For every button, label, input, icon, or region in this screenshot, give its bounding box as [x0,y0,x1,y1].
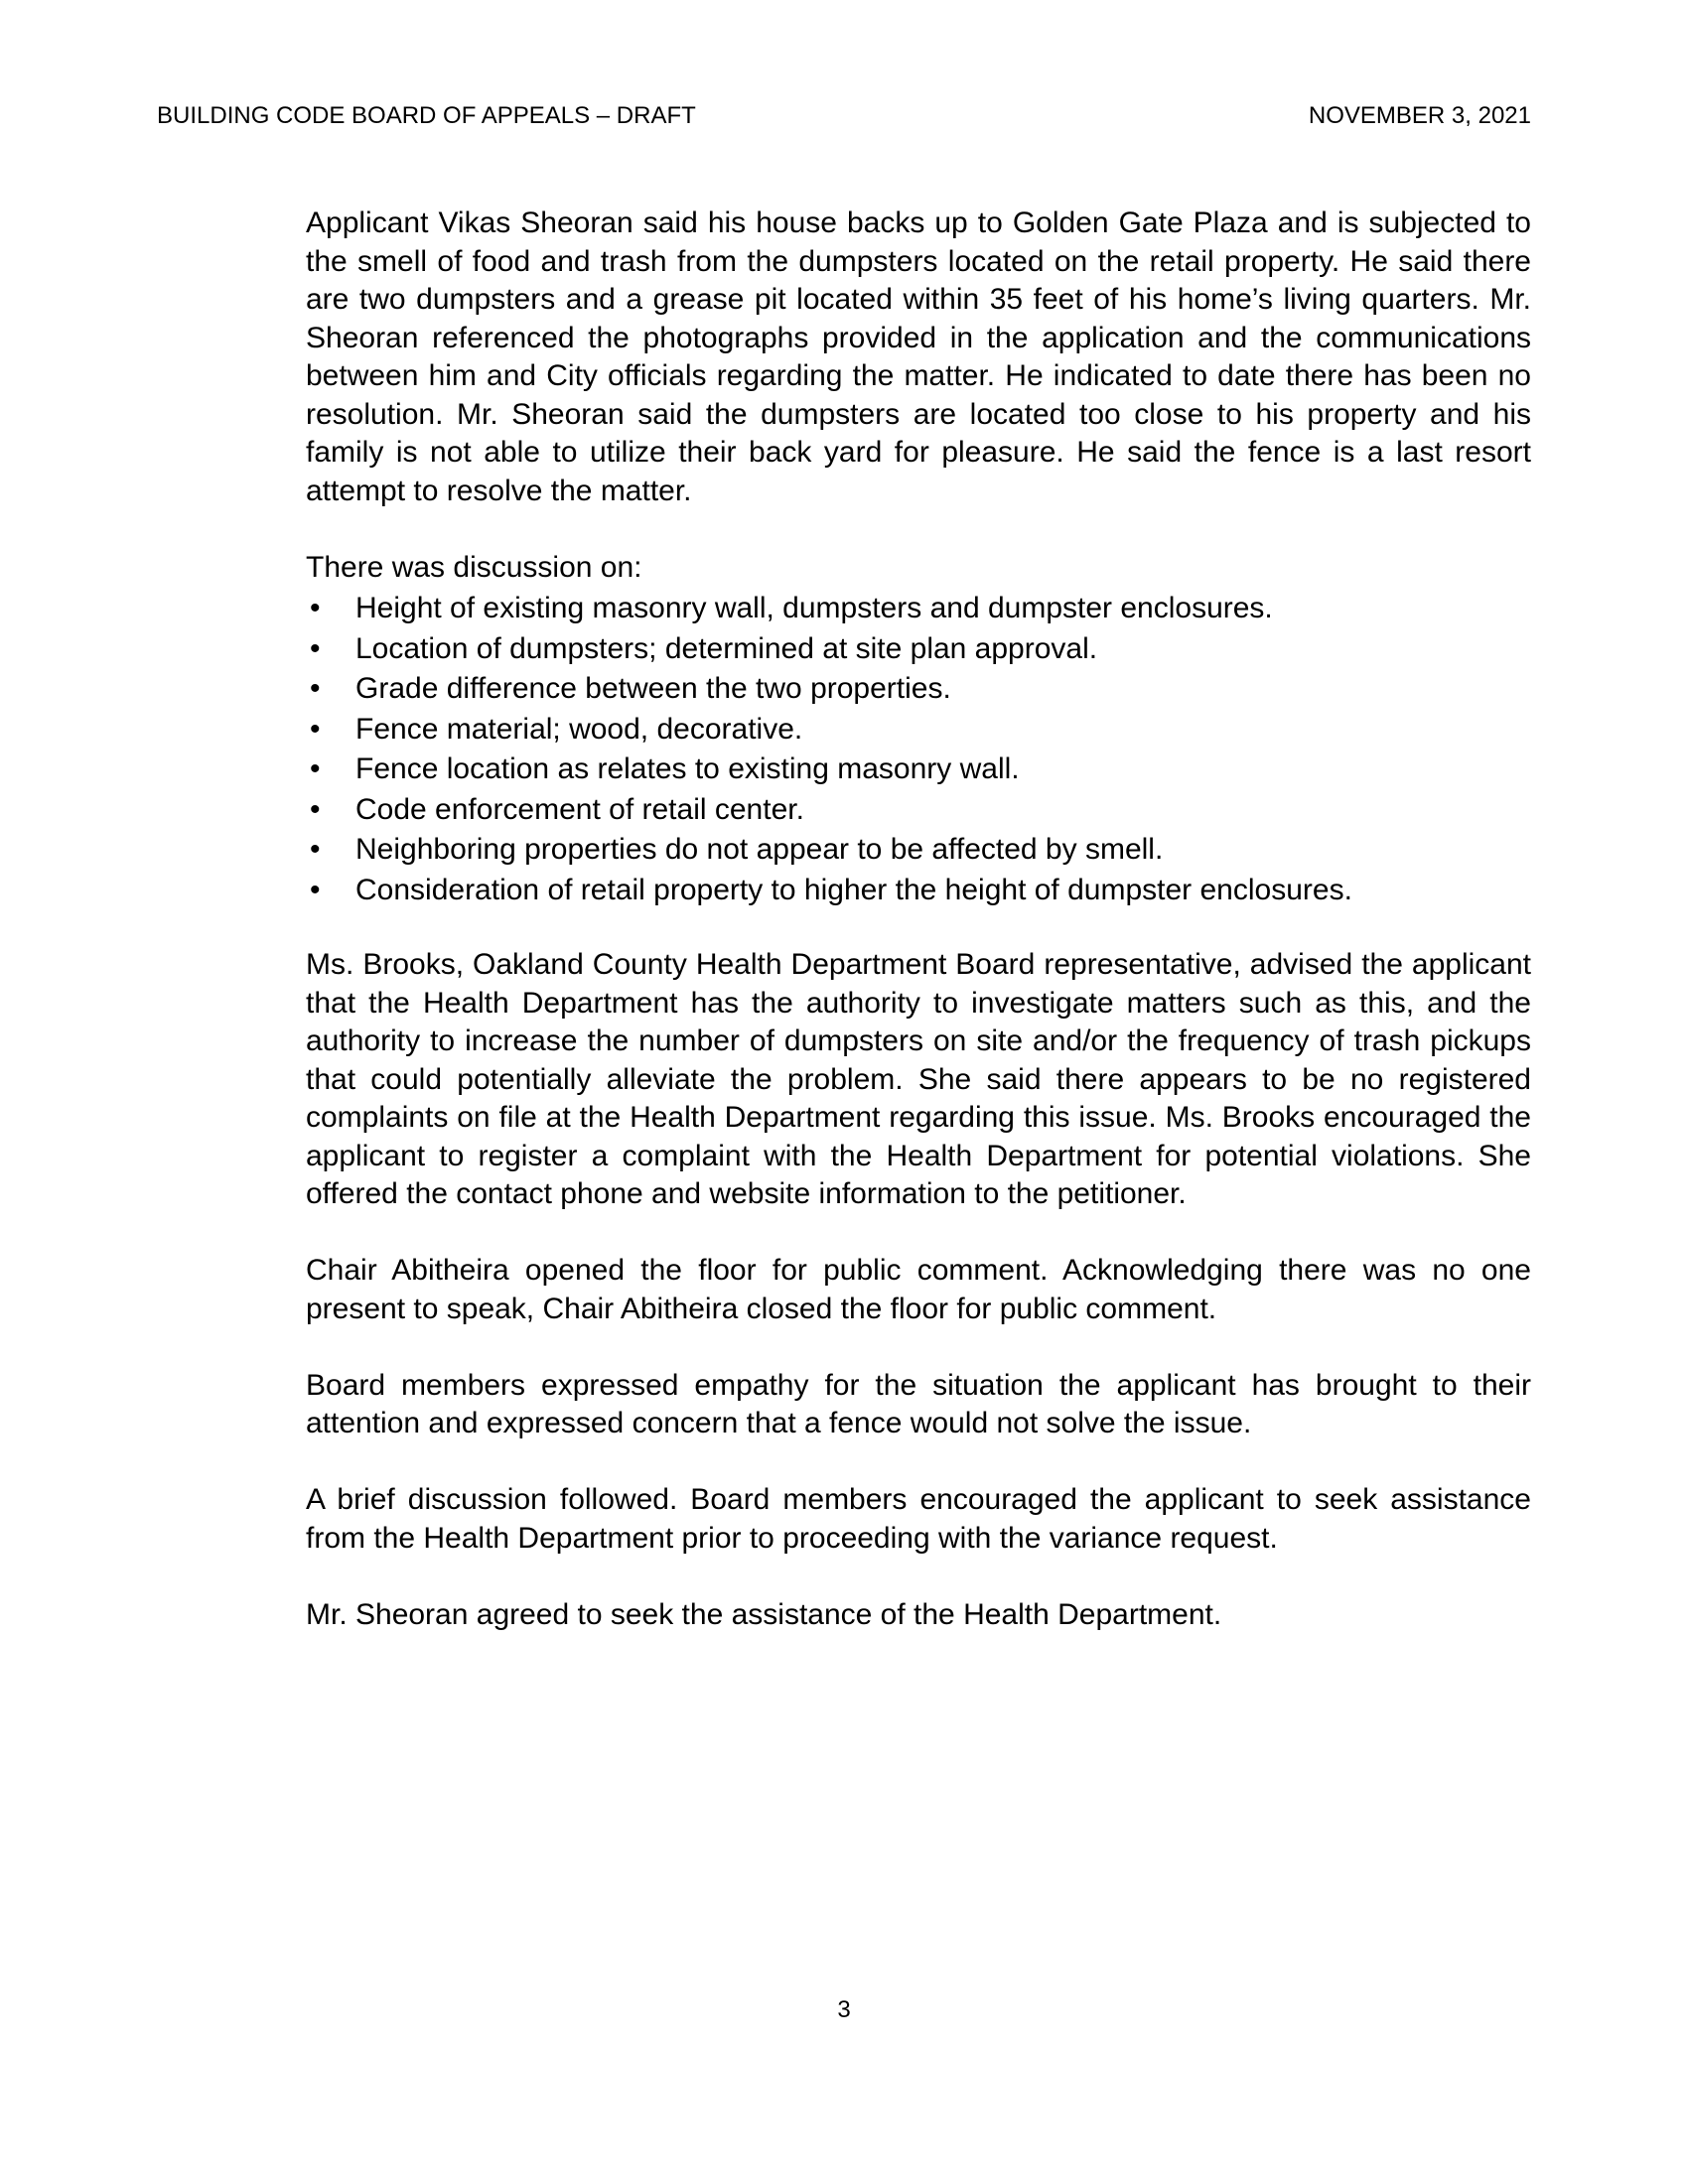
paragraph-health-department: Ms. Brooks, Oakland County Health Department Board representative, advised the applicant that the Health Department has the authority to investigate matters such as this, and the authority to increase the number of dumpsters on site and/or the frequency of trash pickups that could potentially alleviate the problem. She said there appears to be no registered complaints on file at the Health Department regarding this issue. Ms. Brooks encouraged the applicant to register a complaint with the Health Department for potential violations. She offered the contact phone and website information to the petitioner. [306,948,1531,1210]
paragraph-brief-discussion: A brief discussion followed. Board members encouraged the applicant to seek assistance from the Health Department prior to proceeding with the variance request. [306,1483,1531,1555]
paragraph-applicant-agreement: Mr. Sheoran agreed to seek the assistance of the Health Department. [306,1597,1222,1631]
discussion-intro: There was discussion on: [306,550,642,584]
list-item-text: Code enforcement of retail center. [355,792,804,826]
list-item-text: Fence location as relates to existing masonry wall. [355,752,1020,785]
paragraph-applicant-statement: Applicant Vikas Sheoran said his house backs up to Golden Gate Plaza and is subjected to the smell of food and trash from the dumpsters located on the retail property. He said there are two dumpsters and a grease pit located within 35 feet of his home’s living quarters. Mr. Sheoran referenced the photographs provided in the application and the communications between him and City officials regarding the matter. He indicated to date there has been no resolution. Mr. Sheoran said the dumpsters are located too close to his property and his family is not able to utilize their back yard for pleasure. He said the fence is a last resort attempt to resolve the matter. [306,206,1531,507]
bullet-icon: • [310,752,321,785]
list-item-text: Consideration of retail property to higher the height of dumpster enclosures. [355,873,1352,906]
paragraph-board-empathy: Board members expressed empathy for the situation the applicant has brought to their attention and expressed concern that a fence would not solve the issue. [306,1368,1531,1439]
paragraph-public-comment: Chair Abitheira opened the floor for public comment. Acknowledging there was no one present to speak, Chair Abitheira closed the floor for public comment. [306,1254,1531,1325]
header-title: BUILDING CODE BOARD OF APPEALS – DRAFT [157,102,696,129]
bullet-icon: • [310,631,321,665]
document-body [306,205,1531,1673]
list-item-text: Height of existing masonry wall, dumpsters and dumpster enclosures. [355,592,1273,624]
bullet-icon: • [310,792,321,826]
bullet-icon: • [310,873,321,906]
bullet-icon: • [310,672,321,705]
bullet-icon: • [310,712,321,746]
list-item [306,790,1531,831]
bullet-icon: • [310,592,321,624]
list-item [306,830,1531,871]
list-item-text: Fence material; wood, decorative. [355,712,803,746]
bullet-icon: • [310,833,321,866]
list-item [306,871,1531,911]
list-item [306,589,1531,629]
list-item [306,750,1531,790]
page-header [157,99,1531,133]
list-item-text: Neighboring properties do not appear to be affected by smell. [355,833,1164,866]
list-item [306,710,1531,751]
list-item [306,629,1531,670]
list-item-text: Grade difference between the two properties. [355,672,951,705]
header-date: NOVEMBER 3, 2021 [1308,102,1531,129]
list-item [306,669,1531,710]
page-number: 3 [837,1996,851,2023]
discussion-list [306,589,1531,910]
list-item-text: Location of dumpsters; determined at site plan approval. [355,631,1098,665]
